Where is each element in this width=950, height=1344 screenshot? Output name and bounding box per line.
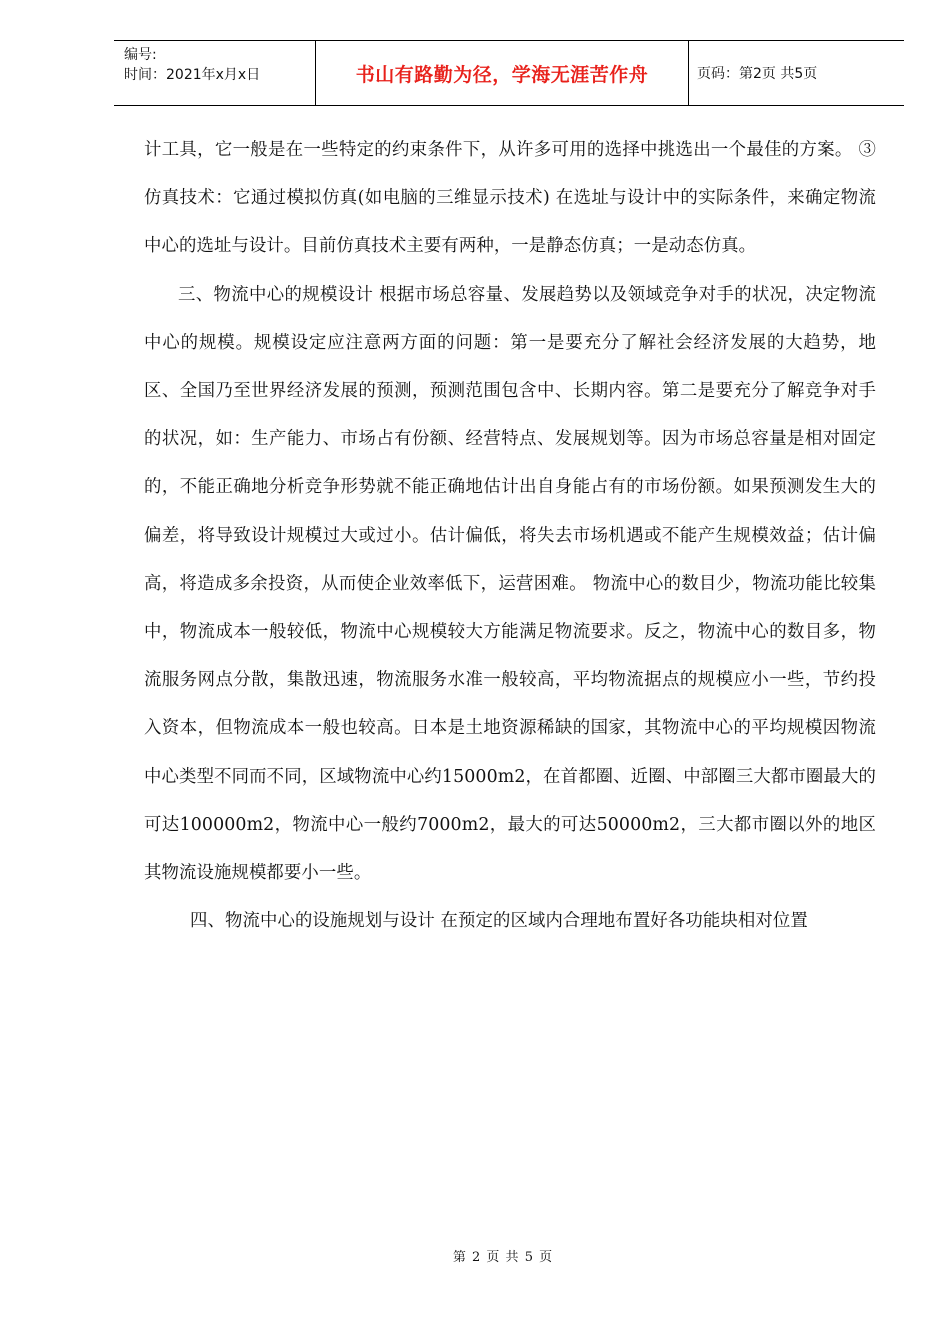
header-page-info: 页码：第2页 共5页 [697,66,818,82]
document-number-label: 编号: [124,47,157,63]
header-motto: 书山有路勤为径，学海无涯苦作舟 [316,41,689,105]
header-meta-cell [114,41,316,105]
document-body [144,126,876,945]
page-footer: 第 2 页 共 5 页 [452,1250,554,1265]
document-time-label: 时间：2021年x月x日 [124,67,261,83]
paragraph-continuation: 计工具，它一般是在一些特定的约束条件下，从许多可用的选择中挑选出一个最佳的方案。 ③仿真技术：它通过模拟仿真(如电脑的三维显示技术) 在选址与设计中的实际条件，来确定物流中心的选址与设计。目前仿真技术主要有两种，一是静态仿真；一是动态仿真。 [144,140,876,257]
paragraph-facility-planning: 四、物流中心的设施规划与设计 在预定的区域内合理地布置好各功能块相对位置 [190,911,808,932]
paragraph-scale-design: 三、物流中心的规模设计 根据市场总容量、发展趋势以及领域竞争对手的状况，决定物流中心的规模。规模设定应注意两方面的问题：第一是要充分了解社会经济发展的大趋势，地区、全国乃至世界经济发展的预测，预测范围包含中、长期内容。第二是要充分了解竞争对手的状况，如：生产能力、市场占有份额、经营特点、发展规划等。因为市场总容量是相对固定的，不能正确地分析竞争形势就不能正确地估计出自身能占有的市场份额。如果预测发生大的偏差，将导致设计规模过大或过小。估计偏低，将失去市场机遇或不能产生规模效益；估计偏高，将造成多余投资，从而使企业效率低下，运营困难。 物流中心的数目少，物流功能比较集中，物流成本一般较低，物流中心规模较大方能满足物流要求。反之，物流中心的数目多，物流服务网点分散，集散迅速，物流服务水准一般较高，平均物流据点的规模应小一些，节约投入资本，但物流成本一般也较高。日本是土地资源稀缺的国家，其物流中心的平均规模因物流中心类型不同而不同，区域物流中心约15000m2，在首都圈、近圈、中部圈三大都市圈最大的可达100000m2，物流中心一般约7000m2，最大的可达50000m2，三大都市圈以外的地区其物流设施规模都要小一些。 [144,284,876,884]
page-header [114,40,904,106]
